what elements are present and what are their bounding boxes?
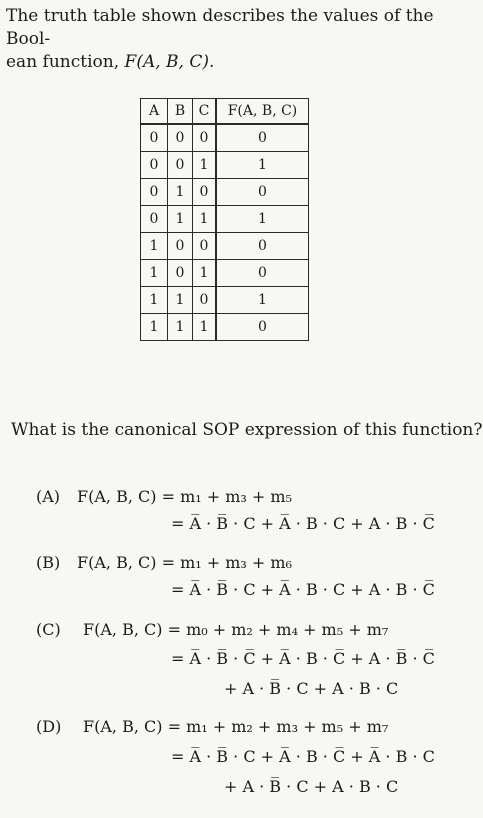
option-a-label: (A) [36,487,61,506]
option-d-expansion-1: = A̅ · B̅ · C + A̅ · B · C̅ + A̅ · B · C [171,747,435,766]
cell-f: 0 [216,233,309,260]
cell-c: 0 [193,179,217,206]
cell-f: 0 [216,179,309,206]
intro-line-2-suffix: . [208,52,215,72]
table-row [141,260,309,287]
option-c-expansion-2: + A · B̅ · C + A · B · C [224,679,399,698]
option-c-lhs: F(A, B, C) = m₀ + m₂ + m₄ + m₅ + m₇ [83,620,389,639]
cell-a: 1 [141,260,168,287]
cell-c: 1 [193,260,217,287]
cell-f: 1 [216,152,309,179]
cell-a: 0 [141,206,168,233]
intro-line-2-prefix: ean function, [6,52,125,72]
cell-f: 1 [216,206,309,233]
table-row [141,314,309,341]
cell-a: 0 [141,179,168,206]
cell-b: 1 [168,179,193,206]
header-a: A [141,99,168,125]
header-b: B [168,99,193,125]
question-text: What is the canonical SOP expression of this function? [11,420,483,440]
cell-c: 0 [193,287,217,314]
cell-b: 0 [168,152,193,179]
truth-table-header-row [141,99,309,125]
problem-statement [6,5,476,74]
intro-line-2 [6,51,476,74]
table-row [141,233,309,260]
cell-f: 0 [216,314,309,341]
header-f: F(A, B, C) [216,99,309,125]
cell-c: 1 [193,206,217,233]
cell-f: 0 [216,124,309,152]
option-d-expansion-2: + A · B̅ · C + A · B · C [224,777,399,796]
cell-a: 1 [141,233,168,260]
option-c-label: (C) [36,620,61,639]
table-row [141,124,309,152]
table-row [141,179,309,206]
cell-c: 1 [193,152,217,179]
table-row [141,206,309,233]
cell-b: 1 [168,287,193,314]
table-row [141,287,309,314]
cell-a: 0 [141,124,168,152]
cell-a: 1 [141,314,168,341]
function-name: F(A, B, C) [124,52,209,72]
cell-f: 0 [216,260,309,287]
cell-c: 0 [193,233,217,260]
truth-table [140,98,309,341]
cell-c: 1 [193,314,217,341]
option-a-lhs: F(A, B, C) = m₁ + m₃ + m₅ [77,487,292,506]
option-d-lhs: F(A, B, C) = m₁ + m₂ + m₃ + m₅ + m₇ [83,717,389,736]
option-b-label: (B) [36,553,61,572]
cell-b: 0 [168,260,193,287]
cell-b: 1 [168,206,193,233]
cell-b: 0 [168,233,193,260]
header-c: C [193,99,217,125]
cell-b: 0 [168,124,193,152]
cell-a: 0 [141,152,168,179]
option-d-label: (D) [36,717,62,736]
option-b-expansion: = A̅ · B̅ · C + A̅ · B · C + A · B · C̅ [171,580,435,599]
cell-c: 0 [193,124,217,152]
option-c-expansion-1: = A̅ · B̅ · C̅ + A̅ · B · C̅ + A · B̅ · C̅ [171,649,435,668]
cell-a: 1 [141,287,168,314]
cell-f: 1 [216,287,309,314]
cell-b: 1 [168,314,193,341]
table-row [141,152,309,179]
option-a-expansion: = A̅ · B̅ · C + A̅ · B · C + A · B · C̅ [171,514,435,533]
option-b-lhs: F(A, B, C) = m₁ + m₃ + m₆ [77,553,292,572]
intro-line-1: The truth table shown describes the values of the Bool- [6,6,434,49]
